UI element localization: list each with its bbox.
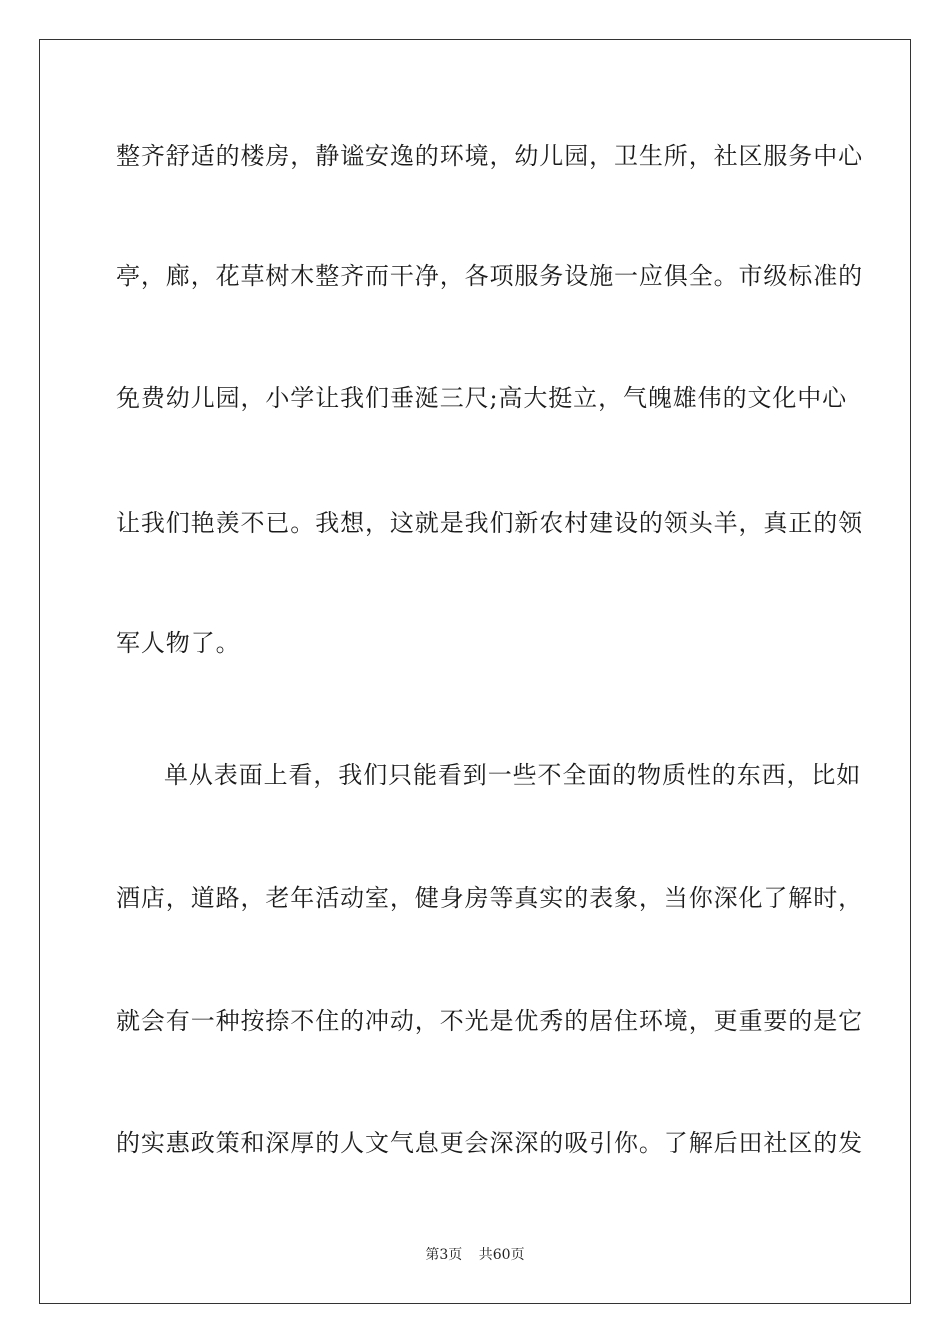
body-text-line: 亭，廊，花草树木整齐而干净，各项服务设施一应俱全。市级标准的 (116, 262, 863, 290)
page-frame (39, 39, 911, 1304)
page-total: 共60页 (478, 1247, 525, 1263)
body-text-line: 军人物了。 (116, 629, 241, 657)
paragraph-start-line: 单从表面上看，我们只能看到一些不全面的物质性的东西，比如 (164, 761, 862, 789)
body-text-line: 就会有一种按捺不住的冲动，不光是优秀的居住环境，更重要的是它 (116, 1007, 863, 1035)
page-number: 第3页 (425, 1247, 463, 1263)
body-text-line: 让我们艳羡不已。我想，这就是我们新农村建设的领头羊，真正的领 (116, 509, 863, 537)
body-text-line: 免费幼儿园，小学让我们垂涎三尺;高大挺立，气魄雄伟的文化中心 (116, 384, 848, 412)
page-footer (0, 1245, 950, 1265)
body-text-line: 的实惠政策和深厚的人文气息更会深深的吸引你。了解后田社区的发 (116, 1129, 863, 1157)
body-text-line: 酒店，道路，老年活动室，健身房等真实的表象，当你深化了解时， (116, 884, 863, 912)
body-text-line: 整齐舒适的楼房，静谧安逸的环境，幼儿园，卫生所，社区服务中心 (116, 142, 863, 170)
